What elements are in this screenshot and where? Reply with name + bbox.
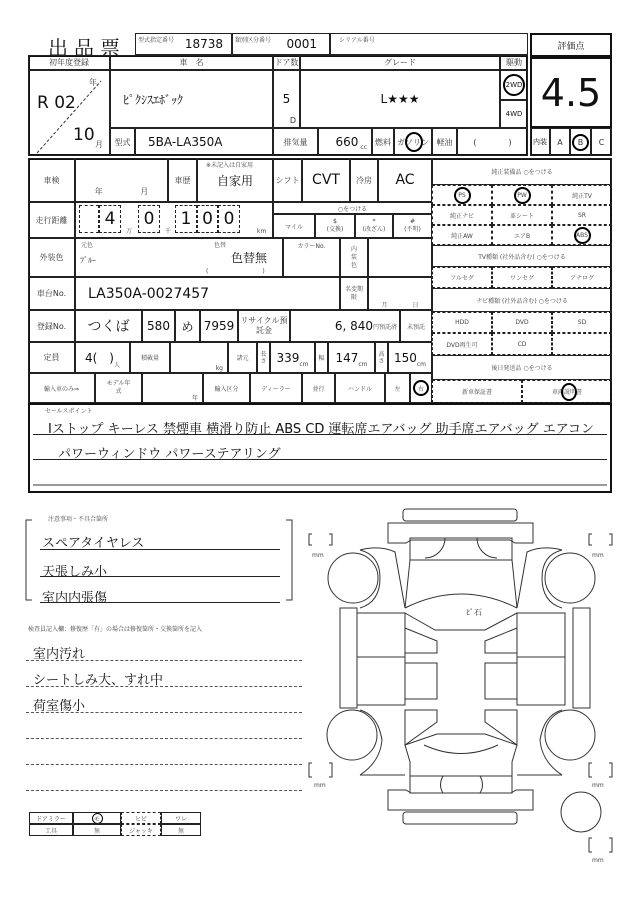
- tools-label: 工具: [29, 824, 73, 836]
- first-reg-month: 10: [73, 125, 95, 145]
- inspection-date: 年 月: [75, 158, 168, 202]
- model: 5BA-LA350A: [135, 128, 273, 156]
- tire-depth-unit: mm: [312, 552, 324, 559]
- mirror-label: ドアミラー: [29, 812, 73, 824]
- doors-unit: D: [289, 116, 296, 125]
- note-line: スペアタイヤレス: [42, 536, 145, 551]
- sales-line: パワーウィンドウ パワーステアリング: [58, 447, 281, 462]
- notes-label: 注意事項・不具合箇所: [48, 516, 109, 523]
- navi-sd: SD: [552, 312, 612, 333]
- mileage-digit: 0: [138, 205, 160, 233]
- tire-depth-unit: mm: [592, 782, 604, 789]
- navi-dvd: DVD: [492, 312, 552, 333]
- import-type-label: 輸入区分: [203, 373, 250, 403]
- mileage-digit: 0: [197, 205, 218, 233]
- sales-label: セールスポイント: [45, 408, 93, 415]
- wheel-front-right: [545, 553, 595, 603]
- later-manual: 車両説明書: [522, 380, 612, 403]
- displacement-cell: 660 cc: [318, 128, 372, 156]
- interior-b: B: [570, 128, 591, 156]
- mark-note: ○をつける: [273, 202, 432, 214]
- unknown-option: # (不明): [393, 214, 432, 238]
- navi-dvd-playback: DVD再生可: [432, 333, 492, 355]
- later-warranty: 新車保証書: [432, 380, 522, 403]
- load-unit: kg: [170, 342, 228, 373]
- tire-depth-unit: mm: [592, 552, 604, 559]
- spare-wheel: [561, 792, 601, 832]
- navi-hdd: HDD: [432, 312, 492, 333]
- load-label: 積載量: [130, 342, 170, 373]
- import-dealer: ディーラー: [250, 373, 302, 403]
- equipment-grid: [432, 185, 612, 245]
- fuel-diesel: 軽油: [432, 128, 457, 156]
- car-damage-diagram: [300, 500, 620, 890]
- type-no-label: 型式指定番号: [138, 37, 175, 44]
- inspector-line: 荷室傷小: [33, 699, 86, 714]
- chassis-label: 車台No.: [28, 277, 75, 310]
- equipment-item: PS: [432, 185, 492, 205]
- damage-annotation: ﾋﾟ石: [466, 608, 482, 617]
- exchanged-option: $ (交換): [315, 214, 355, 238]
- type-no-box: [135, 33, 232, 55]
- shift-label: シフト: [273, 158, 302, 202]
- interior-label: 内装: [530, 128, 550, 156]
- equipment-item: 純正TV: [552, 185, 612, 205]
- class-no-box: [232, 33, 330, 55]
- score-value: 4.5: [530, 57, 612, 128]
- km-unit: km: [257, 228, 267, 235]
- interior-color-label: 内装色: [340, 238, 368, 277]
- equipment-item: 純正ナビ: [432, 205, 492, 225]
- tv-oneseg: ワンセグ: [492, 267, 552, 288]
- reg-class: 580: [142, 310, 175, 342]
- type-no: 18738: [184, 37, 223, 51]
- reg-number: 7959: [200, 310, 238, 342]
- capacity-label: 定員: [28, 342, 75, 373]
- fuel-label: 燃料: [372, 128, 394, 156]
- equipment-item: 革シート: [492, 205, 552, 225]
- reg-label: 登録No.: [28, 310, 75, 342]
- doors: 5: [282, 92, 291, 106]
- ac-label: 冷房: [350, 158, 378, 202]
- tools-value: 無: [73, 824, 121, 836]
- class-no: 0001: [286, 37, 317, 51]
- tire-depth-unit: mm: [592, 857, 604, 864]
- recycle-cell: 6, 840 円預託済: [290, 310, 400, 342]
- tire-depth-unit: mm: [314, 782, 326, 789]
- displacement-label: 排気量: [273, 128, 318, 156]
- name-change-label: 名変期限: [340, 277, 368, 310]
- tv-title: TV種類 (社外品含む) ○をつける: [432, 245, 612, 267]
- ac: AC: [378, 158, 432, 202]
- sheet-title: 出品票: [48, 36, 126, 60]
- break-label: ワレ: [161, 812, 201, 824]
- drive-label: 駆動: [500, 55, 528, 70]
- interior-color: [368, 238, 432, 277]
- import-label: 輸入車のみ⇒: [28, 373, 95, 403]
- repaint: 色替無: [231, 251, 268, 265]
- recycle-label: リサイクル預託金: [238, 310, 290, 342]
- height-label: 高さ: [375, 342, 388, 373]
- height-cell: 150 cm: [388, 342, 432, 373]
- car-name: ﾋﾟｸｼｽｴﾎﾞｯｸ: [110, 70, 273, 128]
- capacity-cell: 4( ) 人: [75, 342, 130, 373]
- drive-2wd: 2WD: [500, 70, 528, 100]
- recycle-unpaid: 未預託: [400, 310, 432, 342]
- inspector-line: シートしみ大、すれ中: [33, 673, 164, 688]
- crack-label: ヒビ: [121, 812, 161, 824]
- equipment-item: 純正AW: [432, 225, 492, 245]
- sales-line: Iストップ キーレス 禁煙車 横滑り防止 ABS CD 運転席エアバッグ 助手席エアバッグ エアコン: [48, 422, 595, 437]
- tv-fullseg: フルセグ: [432, 267, 492, 288]
- name-change-date: 月 日: [368, 277, 432, 310]
- mileage-digit: 0: [218, 205, 240, 233]
- length-label: 長さ: [257, 342, 270, 373]
- inspection-label: 車検: [28, 158, 75, 202]
- inspector-line: 室内汚れ: [33, 647, 86, 662]
- navi-blank: [552, 333, 612, 355]
- model-year-label: モデル年式: [95, 373, 142, 403]
- equipment-item: PW: [492, 185, 552, 205]
- import-parallel: 並行: [302, 373, 335, 403]
- length-cell: 339 cm: [270, 342, 315, 373]
- man-unit: 万: [126, 228, 133, 235]
- mirror-value: モ: [73, 812, 121, 824]
- car-name-label: 車 名: [110, 55, 273, 70]
- score-label: 評価点: [530, 33, 612, 57]
- grade: L★★★: [300, 70, 500, 128]
- fuel-other: ( ): [457, 128, 528, 156]
- wheel-rear-left: [327, 710, 377, 760]
- first-reg-cell: [28, 70, 110, 156]
- spec-label: 諸元: [228, 342, 257, 373]
- wheel-rear-right: [545, 710, 595, 760]
- original-color: ﾌﾞﾙｰ: [80, 256, 96, 265]
- interior-a: A: [550, 128, 570, 156]
- drive-4wd: 4WD: [500, 100, 528, 128]
- handle-right: 右: [410, 373, 432, 403]
- first-reg-year: R 02: [37, 93, 76, 113]
- interior-c: C: [591, 128, 612, 156]
- note-line: 室内内張傷: [42, 591, 108, 606]
- later-title: 後日発送品 ○をつける: [432, 355, 612, 380]
- reg-area: つくば: [75, 310, 142, 342]
- equipment-title: 純正装備品 ○をつける: [432, 158, 612, 185]
- mile-option: マイル: [273, 214, 315, 238]
- handle-left: 左: [385, 373, 410, 403]
- history-label: 車歴: [168, 158, 197, 202]
- inspector-label: 検査員記入欄：修復歴「有」の場合は修復箇所・交換箇所を記入: [28, 626, 203, 633]
- mileage-digit: 4: [99, 205, 121, 233]
- width-label: 幅: [315, 342, 328, 373]
- recycle-amount: 6, 840: [334, 319, 373, 333]
- width-cell: 147 cm: [328, 342, 375, 373]
- navi-title: ナビ種類 (社外品含む) ○をつける: [432, 288, 612, 312]
- selected-circle: [405, 132, 423, 152]
- jack-label: ジャッキ: [121, 824, 161, 836]
- equipment-item: エアB: [492, 225, 552, 245]
- mileage-digit: 1: [175, 205, 197, 233]
- tv-analog: アナログ: [552, 267, 612, 288]
- altered-option: * (改ざん): [355, 214, 393, 238]
- class-no-label: 類別区分番号: [235, 37, 272, 44]
- mileage-label: 走行距離: [28, 202, 75, 238]
- model-year: 年: [142, 373, 203, 403]
- navi-cd: CD: [492, 333, 552, 355]
- shift: CVT: [302, 158, 350, 202]
- equipment-item: ABS: [552, 225, 612, 245]
- doors-label: ドア数: [273, 55, 300, 70]
- handle-label: ハンドル: [335, 373, 385, 403]
- history-cell: ※未記入は自家用 自家用: [197, 158, 273, 202]
- history: 自家用: [216, 173, 253, 188]
- first-reg-label: 初年度登録: [28, 55, 110, 70]
- serial-label: シリアル番号: [339, 37, 375, 44]
- sen-unit: 千: [165, 228, 172, 235]
- fuel-gasoline: ガソリン: [394, 128, 432, 156]
- note-line: 天張しみ小: [42, 565, 108, 580]
- month-unit: 月: [95, 140, 103, 149]
- model-label: 型式: [110, 128, 135, 156]
- year-unit: 年: [89, 78, 97, 87]
- doors-cell: [273, 70, 300, 128]
- serial-box: [330, 33, 528, 55]
- jack-value: 無: [161, 824, 201, 836]
- wheel-front-left: [328, 553, 378, 603]
- grade-label: グレード: [300, 55, 500, 70]
- mileage-digit: [79, 205, 99, 233]
- chassis-number: LA350A-0027457: [75, 277, 340, 310]
- reg-kana: め: [175, 310, 200, 342]
- equipment-item: SR: [552, 205, 612, 225]
- color-label: 外装色: [28, 238, 75, 277]
- color-no-label: カラーNo.: [283, 238, 340, 277]
- color-cell: 元色 ﾌﾞﾙｰ 色替 色替無 ( ): [75, 238, 283, 277]
